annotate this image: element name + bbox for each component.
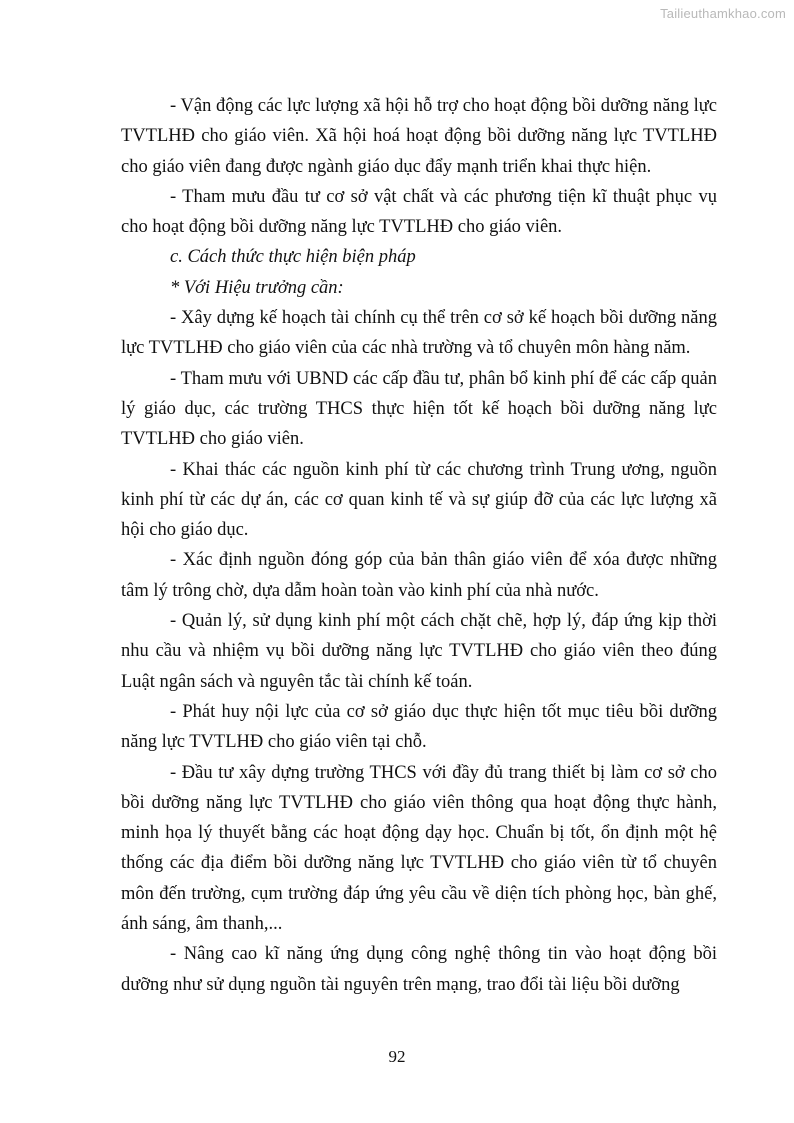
paragraph: - Tham mưu với UBND các cấp đầu tư, phân bổ kinh phí để các cấp quản lý giáo dục, các trường THCS thực hiện tốt kế hoạch bồi dưỡng năng lực TVTLHĐ cho giáo viên. [121, 368, 717, 450]
paragraph: - Quản lý, sử dụng kinh phí một cách chặt chẽ, hợp lý, đáp ứng kịp thời nhu cầu và nhiệm vụ bồi dưỡng năng lực TVTLHĐ cho giáo viên theo đúng Luật ngân sách và nguyên tắc tài chính kế toán. [121, 611, 717, 692]
paragraph: - Xây dựng kế hoạch tài chính cụ thể trên cơ sở kế hoạch bồi dưỡng năng lực TVTLHĐ cho giáo viên của các nhà trường và tổ chuyên môn hàng năm. [121, 308, 717, 359]
watermark: Tailieuthamkhao.com [660, 6, 786, 21]
page-number: 92 [388, 1047, 406, 1066]
section-heading: c. Cách thức thực hiện biện pháp [170, 247, 416, 268]
paragraph: - Khai thác các nguồn kinh phí từ các chương trình Trung ương, nguồn kinh phí từ các dự án, các cơ quan kinh tế và sự giúp đỡ của các lực lượng xã hội cho giáo dục. [121, 459, 717, 541]
subsection-heading: * Với Hiệu trưởng cần: [170, 277, 344, 298]
paragraph: - Phát huy nội lực của cơ sở giáo dục thực hiện tốt mục tiêu bồi dưỡng năng lực TVTLHĐ cho giáo viên tại chỗ. [121, 701, 717, 753]
paragraph: - Nâng cao kĩ năng ứng dụng công nghệ thông tin vào hoạt động bồi dưỡng như sử dụng nguồn tài nguyên trên mạng, trao đổi tài liệu bồi dưỡng [121, 944, 717, 995]
document-body [121, 91, 717, 1000]
paragraph: - Vận động các lực lượng xã hội hỗ trợ cho hoạt động bồi dưỡng năng lực TVTLHĐ cho giáo viên. Xã hội hoá hoạt động bồi dưỡng năng lực TVTLHĐ cho giáo viên đang được ngành giáo dục đẩy mạnh triển khai thực hiện. [121, 96, 717, 177]
paragraph: - Đầu tư xây dựng trường THCS với đầy đủ trang thiết bị làm cơ sở cho bồi dưỡng năng lực TVTLHĐ cho giáo viên thông qua hoạt động thực hành, minh họa lý thuyết bằng các hoạt động dạy học. Chuẩn bị tốt, ổn định một hệ thống các địa điểm bồi dưỡng năng lực TVTLHĐ cho giáo viên từ tổ chuyên môn đến trường, cụm trường đáp ứng yêu cầu về diện tích phòng học, bàn ghế, ánh sáng, âm thanh,... [121, 762, 717, 935]
paragraph: - Tham mưu đầu tư cơ sở vật chất và các phương tiện kĩ thuật phục vụ cho hoạt động bồi dưỡng năng lực TVTLHĐ cho giáo viên. [121, 186, 717, 238]
paragraph: - Xác định nguồn đóng góp của bản thân giáo viên để xóa được những tâm lý trông chờ, dựa dẫm hoàn toàn vào kinh phí của nhà nước. [121, 550, 717, 601]
